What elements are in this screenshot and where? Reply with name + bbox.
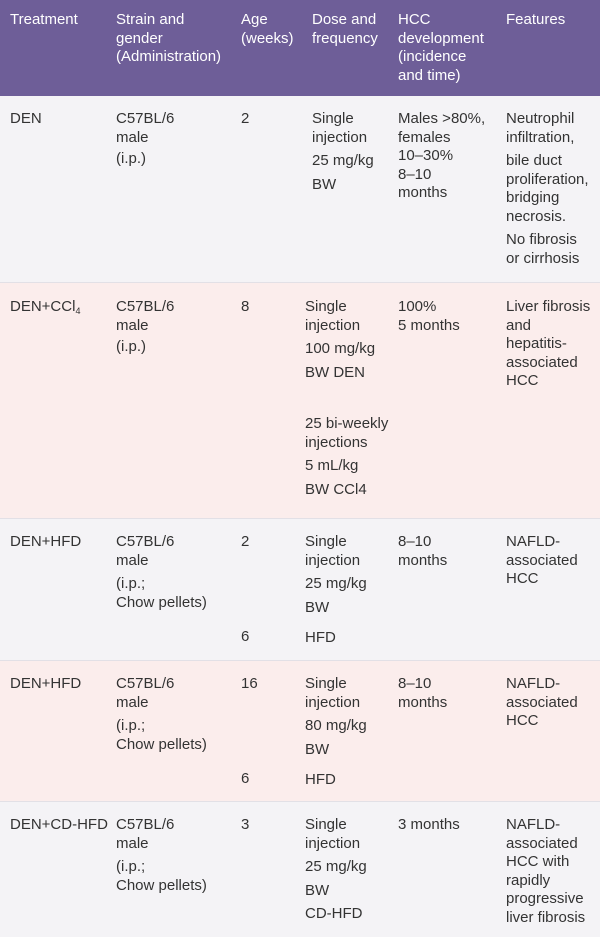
header-strain-line: (Administration) bbox=[116, 48, 222, 65]
cell-hcc bbox=[398, 533, 447, 570]
cell-features-line: NAFLD- bbox=[506, 816, 561, 833]
cell-strain-line: male bbox=[116, 693, 149, 711]
cell-hcc-line: females bbox=[398, 128, 451, 146]
cell-features-line: NAFLD- bbox=[506, 675, 561, 692]
cell-strain bbox=[116, 298, 174, 357]
cell-dose-line: injection bbox=[305, 551, 361, 569]
cell-admin: (i.p.) bbox=[116, 150, 146, 167]
cell-dose-line: HFD bbox=[305, 629, 336, 646]
cell-features-line: associated bbox=[506, 693, 578, 711]
cell-admin: (i.p.; bbox=[116, 575, 146, 592]
cell-features bbox=[506, 533, 578, 589]
cell-age: 8 bbox=[241, 298, 250, 315]
cell-strain bbox=[116, 533, 207, 612]
cell-features bbox=[506, 675, 578, 731]
header-age bbox=[241, 11, 294, 48]
header-treatment bbox=[10, 11, 78, 30]
header-age-line: Age bbox=[241, 11, 268, 28]
cell-dose-line: Single bbox=[305, 533, 347, 550]
cell-strain-line: male bbox=[116, 551, 149, 569]
cell-dose-line: injection bbox=[305, 834, 361, 852]
cell-features-line: bridging bbox=[506, 189, 560, 206]
cell-hcc bbox=[398, 675, 447, 712]
cell-admin: Chow pellets) bbox=[116, 876, 207, 894]
cell-hcc-line: 10–30% bbox=[398, 147, 454, 164]
row-divider bbox=[0, 282, 600, 283]
cell-hcc bbox=[398, 110, 485, 203]
cell-features-line: NAFLD- bbox=[506, 533, 561, 550]
cell-features-line: necrosis. bbox=[506, 207, 567, 225]
cell-hcc-line: Males >80%, bbox=[398, 110, 486, 127]
cell-dose-line: 5 mL/kg bbox=[305, 457, 359, 474]
header-hcc bbox=[398, 11, 484, 85]
cell-features-line: Neutrophil bbox=[506, 110, 575, 127]
header-features bbox=[506, 11, 565, 30]
cell-features-line: HCC bbox=[506, 372, 539, 389]
cell-features-line: and bbox=[506, 316, 532, 334]
cell-admin: (i.p.; bbox=[116, 858, 146, 875]
cell-admin: Chow pellets) bbox=[116, 593, 207, 611]
cell-hcc-line: 5 months bbox=[398, 316, 460, 334]
cell-features-line: rapidly bbox=[506, 871, 551, 889]
cell-strain bbox=[116, 110, 174, 169]
cell-treatment-subscript: 4 bbox=[75, 306, 81, 316]
header-age-line: (weeks) bbox=[241, 29, 294, 47]
cell-dose bbox=[305, 298, 388, 499]
cell-hcc-line: 8–10 bbox=[398, 165, 432, 183]
cell-dose-line: 80 mg/kg bbox=[305, 717, 367, 734]
cell-features-line: or cirrhosis bbox=[506, 249, 580, 267]
header-hcc-line: development bbox=[398, 29, 484, 47]
cell-hcc-line: months bbox=[398, 551, 448, 569]
cell-treatment bbox=[10, 298, 80, 317]
cell-dose-line: 25 mg/kg bbox=[305, 858, 367, 875]
cell-age: 3 bbox=[241, 816, 250, 833]
cell-strain-line: male bbox=[116, 834, 149, 852]
cell-dose-line: BW bbox=[305, 881, 330, 899]
cell-features-line: No fibrosis bbox=[506, 231, 577, 248]
header-strain-line: gender bbox=[116, 29, 163, 47]
cell-strain-line: male bbox=[116, 128, 149, 146]
cell-features-line: progressive bbox=[506, 890, 584, 907]
cell-dose-line: BW DEN bbox=[305, 363, 365, 381]
cell-dose-line: injection bbox=[305, 316, 361, 334]
cell-hcc bbox=[398, 816, 460, 835]
cell-hcc-line: 8–10 bbox=[398, 675, 432, 692]
header-strain bbox=[116, 11, 221, 67]
cell-hcc-line: months bbox=[398, 693, 448, 711]
cell-features-line: infiltration, bbox=[506, 128, 575, 146]
cell-dose-line: 25 mg/kg bbox=[305, 575, 367, 592]
cell-dose-line: HFD bbox=[305, 771, 336, 788]
cell-age bbox=[241, 675, 258, 788]
header-dose-line: Dose and bbox=[312, 11, 377, 28]
cell-dose-line: Single bbox=[312, 110, 354, 127]
row-divider bbox=[0, 660, 600, 661]
cell-dose bbox=[305, 675, 367, 790]
cell-features-line: HCC bbox=[506, 570, 539, 587]
header-dose bbox=[312, 11, 378, 48]
cell-strain-line: male bbox=[116, 316, 149, 334]
cell-strain bbox=[116, 816, 207, 895]
cell-dose-line: BW bbox=[305, 598, 330, 616]
cell-treatment: DEN+HFD bbox=[10, 533, 82, 550]
header-hcc-line: and time) bbox=[398, 66, 461, 84]
cell-features bbox=[506, 298, 590, 391]
cell-treatment-base: DEN+CCl bbox=[10, 298, 76, 315]
cell-dose-line: injections bbox=[305, 433, 368, 451]
cell-strain-line: C57BL/6 bbox=[116, 675, 175, 692]
header-hcc-line: (incidence bbox=[398, 48, 467, 65]
cell-dose-line: BW CCl4 bbox=[305, 480, 367, 498]
header-hcc-line: HCC bbox=[398, 11, 431, 28]
cell-features-line: liver fibrosis bbox=[506, 908, 586, 926]
cell-dose-line: Single bbox=[305, 298, 347, 315]
cell-strain-line: C57BL/6 bbox=[116, 298, 175, 315]
cell-dose-line: BW bbox=[305, 740, 330, 758]
cell-admin: (i.p.) bbox=[116, 338, 146, 355]
cell-treatment: DEN+HFD bbox=[10, 675, 82, 692]
cell-dose bbox=[305, 816, 367, 924]
header-treatment-line: Treatment bbox=[10, 11, 78, 28]
cell-dose-line: Single bbox=[305, 816, 347, 833]
cell-strain-line: C57BL/6 bbox=[116, 110, 175, 127]
cell-hcc-line: 100% bbox=[398, 298, 437, 315]
cell-features-line: bile duct bbox=[506, 152, 562, 169]
cell-dose-line: 25 mg/kg bbox=[312, 152, 374, 169]
cell-admin: Chow pellets) bbox=[116, 735, 207, 753]
header-strain-line: Strain and bbox=[116, 11, 185, 28]
cell-treatment: DEN bbox=[10, 110, 42, 127]
header-features-line: Features bbox=[506, 11, 566, 28]
row-divider bbox=[0, 518, 600, 519]
cell-age-value: 2 bbox=[241, 533, 250, 550]
table-row bbox=[0, 96, 600, 282]
cell-features-line: associated bbox=[506, 353, 578, 371]
cell-hcc-line: 8–10 bbox=[398, 533, 432, 550]
header-dose-line: frequency bbox=[312, 29, 378, 47]
cell-age bbox=[241, 533, 249, 646]
cell-features-line: hepatitis- bbox=[506, 335, 567, 352]
cell-features-line: HCC with bbox=[506, 853, 570, 870]
cell-features bbox=[506, 816, 585, 927]
cell-dose-line: injection bbox=[312, 128, 368, 146]
cell-features-line: Liver fibrosis bbox=[506, 298, 591, 315]
cell-dose-line: 100 mg/kg bbox=[305, 340, 376, 357]
cell-dose-line: Single bbox=[305, 675, 347, 692]
cell-strain-line: C57BL/6 bbox=[116, 533, 175, 550]
cell-hcc-line: 3 months bbox=[398, 816, 460, 833]
row-divider bbox=[0, 801, 600, 802]
cell-features bbox=[506, 110, 589, 268]
cell-age-value: 16 bbox=[241, 675, 258, 692]
cell-hcc-line: months bbox=[398, 184, 448, 201]
cell-dose-line: injection bbox=[305, 693, 361, 711]
cell-age: 2 bbox=[241, 110, 250, 127]
cell-dose-line: 25 bi-weekly bbox=[305, 415, 389, 432]
cell-age-value: 6 bbox=[241, 769, 250, 787]
cell-treatment: DEN+CD-HFD bbox=[10, 816, 108, 833]
cell-features-line: associated bbox=[506, 551, 578, 569]
table-header bbox=[0, 0, 600, 96]
cell-hcc bbox=[398, 298, 460, 335]
table-row bbox=[0, 282, 600, 518]
cell-strain bbox=[116, 675, 207, 754]
table-row bbox=[0, 801, 600, 937]
table-row bbox=[0, 518, 600, 660]
cell-features-line: proliferation, bbox=[506, 170, 589, 188]
table-row bbox=[0, 660, 600, 801]
cell-dose bbox=[312, 110, 374, 194]
cell-admin: (i.p.; bbox=[116, 717, 146, 734]
cell-age-value: 6 bbox=[241, 627, 250, 645]
cell-dose-line: CD-HFD bbox=[305, 905, 363, 922]
cell-dose bbox=[305, 533, 367, 648]
cell-features-line: HCC bbox=[506, 712, 539, 729]
cell-dose-line: BW bbox=[312, 175, 337, 193]
cell-features-line: associated bbox=[506, 834, 578, 852]
cell-strain-line: C57BL/6 bbox=[116, 816, 175, 833]
